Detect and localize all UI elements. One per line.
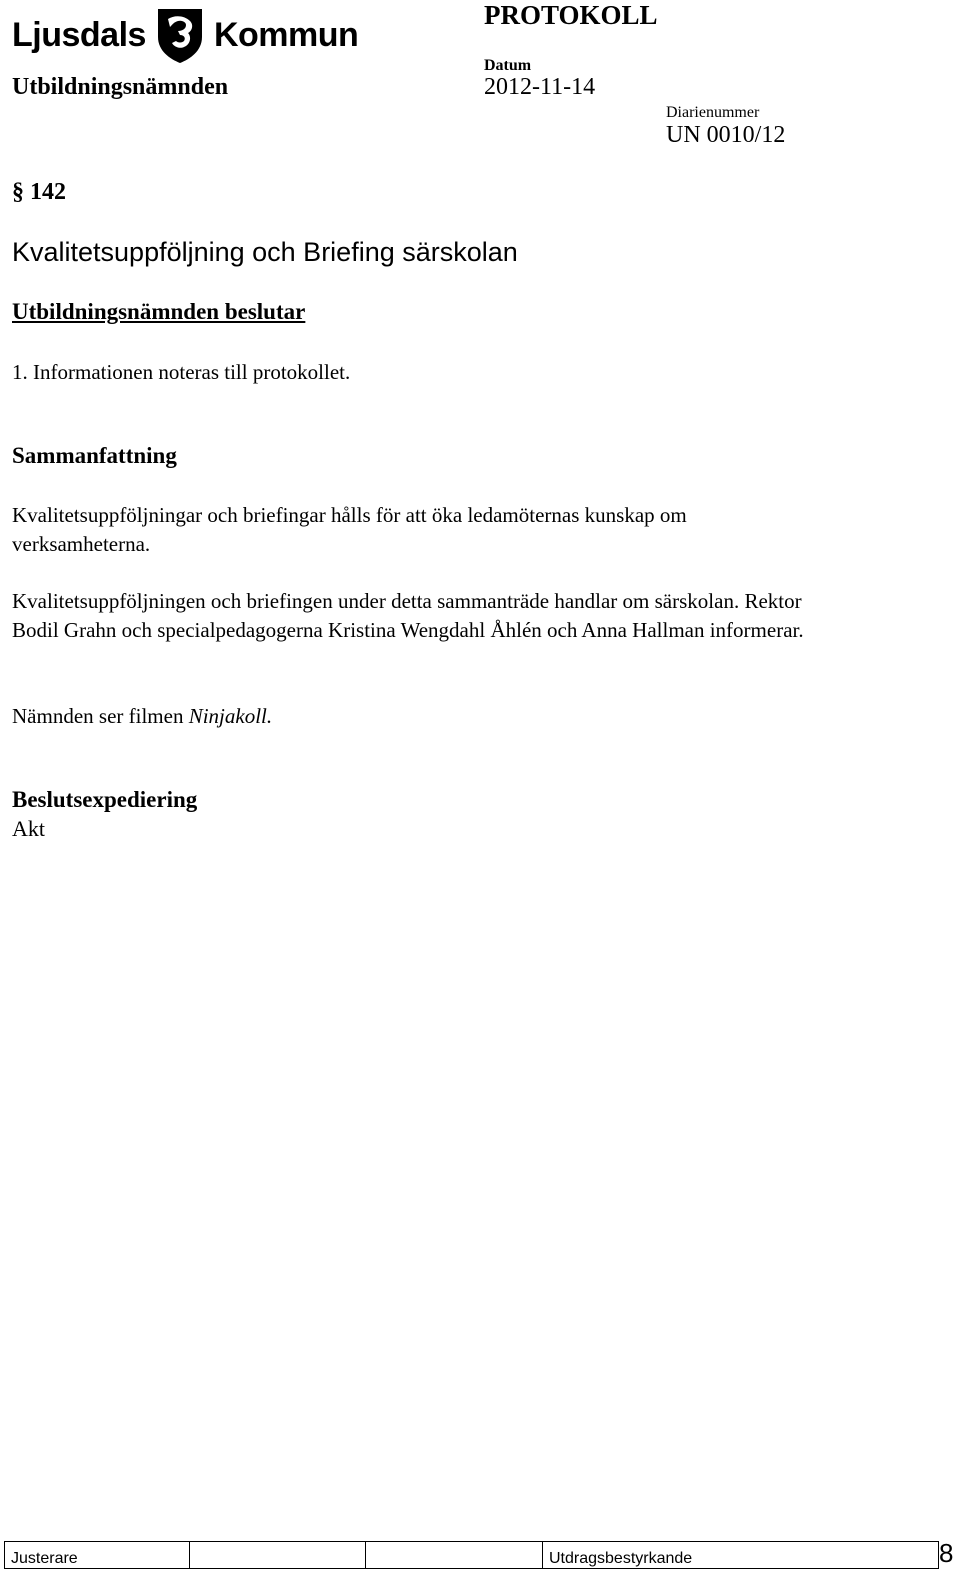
registration-number-label: Diarienummer bbox=[666, 104, 760, 121]
summary-heading: Sammanfattning bbox=[12, 443, 177, 468]
registration-number-value: UN 0010/12 bbox=[666, 122, 786, 148]
date-label: Datum bbox=[484, 57, 532, 74]
utdragsbestyrkande-label: Utdragsbestyrkande bbox=[549, 1550, 693, 1567]
footer-cell-utdragsbestyrkande bbox=[543, 1542, 939, 1568]
committee-name: Utbildningsnämnden bbox=[12, 74, 229, 100]
decision-heading: Utbildningsnämnden beslutar bbox=[12, 299, 306, 324]
summary-paragraph-3-text: Nämnden ser filmen bbox=[12, 704, 189, 728]
footer-cell-justerare bbox=[5, 1542, 190, 1568]
document-type: PROTOKOLL bbox=[484, 0, 658, 30]
date-value: 2012-11-14 bbox=[484, 74, 596, 100]
signature-footer bbox=[4, 1541, 939, 1569]
footer-cell-3 bbox=[366, 1542, 543, 1568]
section-title: Kvalitetsuppföljning och Briefing särskolan bbox=[12, 237, 518, 267]
decision-item: 1. Informationen noteras till protokollet. bbox=[12, 360, 351, 384]
film-title: Ninjakoll. bbox=[188, 704, 273, 728]
summary-paragraph-3 bbox=[12, 702, 812, 731]
municipality-logo bbox=[12, 4, 358, 66]
justerare-label: Justerare bbox=[11, 1550, 78, 1567]
summary-paragraph-2: Kvalitetsuppföljningen och briefingen under detta sammanträde handlar om särskolan. Rektor Bodil Grahn och specialpedagogerna Kristina Wengdahl Åhlén och Anna Hallman informerar. bbox=[12, 589, 804, 642]
coat-of-arms-icon bbox=[154, 5, 206, 65]
dispatch-value: Akt bbox=[12, 816, 45, 841]
dispatch-heading: Beslutsexpediering bbox=[12, 787, 198, 812]
logo-text-right: Kommun bbox=[213, 15, 359, 54]
paragraph-number: § 142 bbox=[12, 179, 66, 205]
footer-cell-2 bbox=[190, 1542, 366, 1568]
logo-text-left: Ljusdals bbox=[12, 15, 146, 54]
summary-paragraph-1: Kvalitetsuppföljningar och briefingar hålls för att öka ledamöternas kunskap om verksamheterna. bbox=[12, 503, 687, 556]
page-number: 8 bbox=[939, 1538, 954, 1568]
